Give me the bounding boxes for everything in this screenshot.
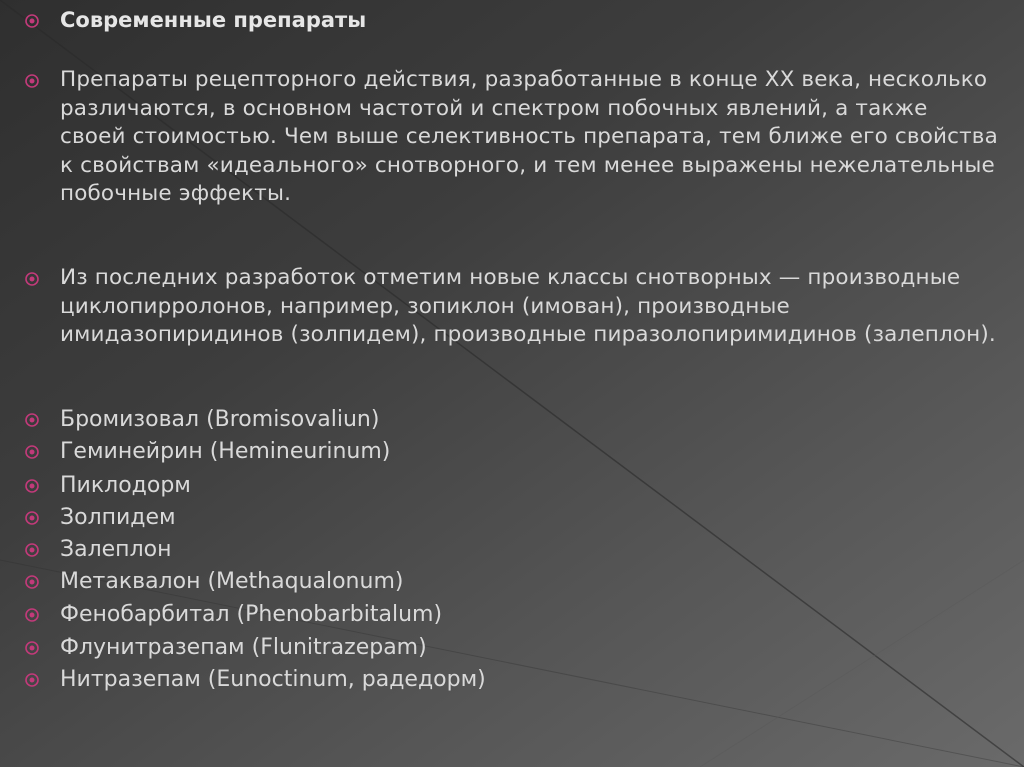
circle-bullet-icon <box>24 412 40 428</box>
circle-bullet-icon <box>24 542 40 558</box>
paragraph-1: Препараты рецепторного действия, разработанные в конце ХХ века, несколько различаются, в основном частотой и спектром побочных явлений, а также своей стоимостью. Чем выше селективность препарата, тем ближе его свойства к свойствам «идеального» снотворного, и тем менее выражены нежелательные побочные эффекты. <box>60 67 998 206</box>
drug-name: Нитразепам (Eunoctinum, радедорм) <box>60 667 486 692</box>
drug-name: Метаквалон (Methaqualonum) <box>60 569 404 594</box>
drug-name: Геминейрин (Hemineurinum) <box>60 439 391 464</box>
circle-bullet-icon <box>24 510 40 526</box>
drug-name: Бромизовал (Bromisovaliun) <box>60 407 380 432</box>
circle-bullet-icon <box>24 672 40 688</box>
drug-name: Золпидем <box>60 505 176 530</box>
slide-title: Современные препараты <box>60 8 367 32</box>
circle-bullet-icon <box>24 444 40 460</box>
paragraph-2: Из последних разработок отметим новые классы снотворных — производные циклопирролонов, например, зопиклон (имован), производные имидазопиридинов (золпидем), производные пиразолопиримидинов (залеплон). <box>60 265 996 347</box>
drug-name: Фенобарбитал (Phenobarbitalum) <box>60 602 443 627</box>
drug-name: Флунитразепам (Flunitrazepam) <box>60 635 427 660</box>
drug-name: Пиклодорм <box>60 473 191 498</box>
circle-bullet-icon <box>24 640 40 656</box>
circle-bullet-icon <box>24 574 40 590</box>
circle-bullet-icon <box>24 271 40 287</box>
circle-bullet-icon <box>24 73 40 89</box>
circle-bullet-icon <box>24 607 40 623</box>
circle-bullet-icon <box>24 13 40 29</box>
drug-name: Залеплон <box>60 537 172 562</box>
circle-bullet-icon <box>24 478 40 494</box>
